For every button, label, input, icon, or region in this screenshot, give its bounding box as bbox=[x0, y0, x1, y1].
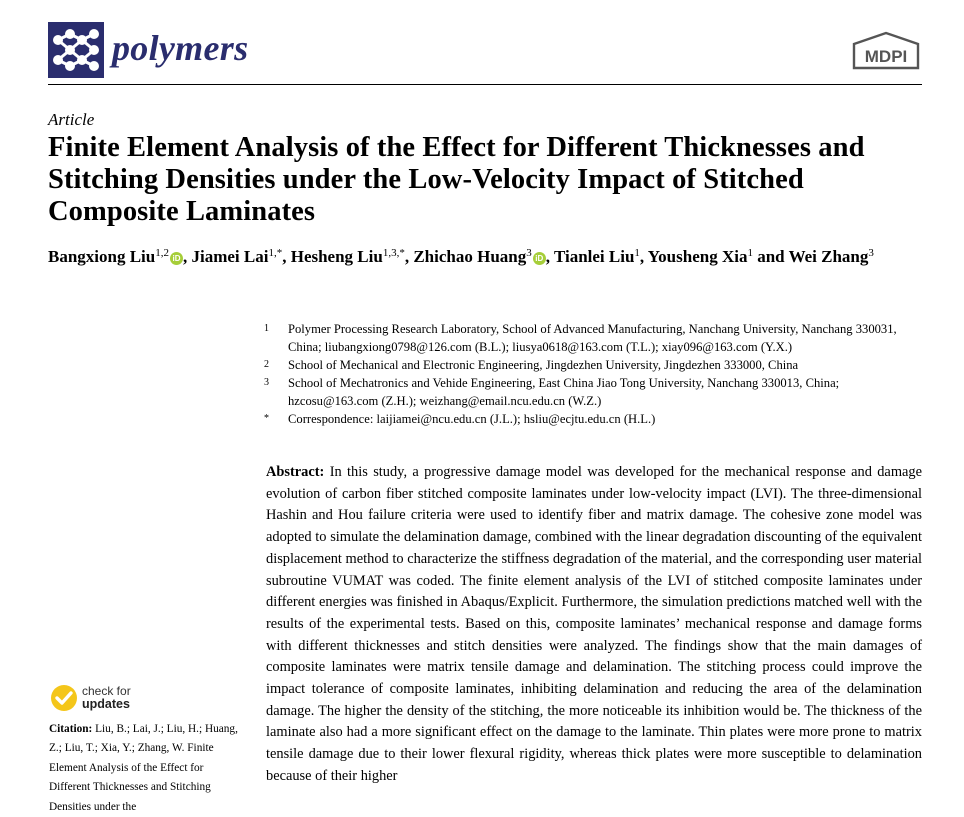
author-name[interactable]: Tianlei Liu bbox=[553, 247, 635, 266]
author-name[interactable]: Yousheng Xia bbox=[647, 247, 748, 266]
author-name[interactable]: Jiamei Lai bbox=[191, 247, 269, 266]
check-updates-text bbox=[82, 685, 131, 711]
abstract-label: Abstract: bbox=[266, 464, 325, 480]
affiliation-text: School of Mechatronics and Vehide Engineering, East China Jiao Tong University, Nanchang 330013, China; hzcosu@163.com (Z.H.); weizhang@email.ncu.edu.cn (W.Z.) bbox=[288, 376, 840, 408]
affiliation-item bbox=[264, 356, 924, 374]
journal-name: polymers bbox=[112, 28, 249, 68]
mdpi-label: MDPI bbox=[864, 47, 908, 66]
author-separator: , bbox=[282, 247, 291, 266]
affiliation-text: School of Mechanical and Electronic Engineering, Jingdezhen University, Jingdezhen 333000, China bbox=[288, 358, 799, 372]
author-separator: and bbox=[752, 247, 789, 266]
affiliation-marker: 3 bbox=[264, 377, 269, 388]
check-updates-icon bbox=[50, 684, 78, 712]
author-name[interactable]: Bangxiong Liu bbox=[48, 247, 156, 266]
author-affiliation-marker: 1 bbox=[747, 247, 753, 259]
affiliation-text: Correspondence: laijiamei@ncu.edu.cn (J.L.); hsliu@ecjtu.edu.cn (H.L.) bbox=[288, 412, 656, 426]
author-name[interactable]: Hesheng Liu bbox=[290, 247, 383, 266]
author-affiliation-marker: 3 bbox=[868, 247, 874, 259]
author-name[interactable]: Wei Zhang bbox=[788, 247, 869, 266]
check-for-updates-badge[interactable] bbox=[50, 684, 170, 714]
affiliation-marker: 1 bbox=[264, 323, 269, 334]
affiliation-text: Polymer Processing Research Laboratory, School of Advanced Manufacturing, Nanchang University, Nanchang 330031, China; liubangxiong0798@126.com (B.L.); liusya0618@163.com (T.L.); xiay096@163.com (Y.X.) bbox=[288, 322, 897, 354]
author-affiliation-marker: 1,* bbox=[268, 247, 283, 259]
check-updates-line2: updates bbox=[82, 697, 130, 711]
affiliation-marker: 2 bbox=[264, 359, 269, 370]
mdpi-logo bbox=[850, 30, 922, 74]
check-updates-line1: check for bbox=[82, 684, 131, 698]
author-affiliation-marker: 1,2 bbox=[155, 247, 169, 259]
affiliations bbox=[264, 320, 924, 428]
citation-label: Citation: bbox=[49, 723, 93, 735]
author-affiliation-marker: 1 bbox=[634, 247, 640, 259]
affiliation-item bbox=[264, 410, 924, 428]
orcid-icon[interactable]: iD bbox=[533, 252, 546, 265]
author-separator: , bbox=[404, 247, 414, 266]
affiliation-item bbox=[264, 320, 924, 356]
author-separator: , bbox=[545, 247, 554, 266]
article-type: Article bbox=[48, 110, 95, 129]
affiliation-item bbox=[264, 374, 924, 410]
citation-text: Liu, B.; Lai, J.; Liu, H.; Huang, Z.; Liu, T.; Xia, Y.; Zhang, W. Finite Element Analysis of the Effect for Different Thicknesses and Stitching Densities under the bbox=[49, 723, 238, 813]
journal-header bbox=[48, 20, 922, 84]
abstract bbox=[266, 462, 922, 788]
paper-title: Finite Element Analysis of the Effect for Different Thicknesses and Stitching Densities under the Low-Velocity Impact of Stitched Composite Laminates bbox=[48, 132, 865, 227]
orcid-icon[interactable]: iD bbox=[170, 252, 183, 265]
author-separator: , bbox=[639, 247, 648, 266]
citation bbox=[49, 720, 245, 817]
author-name[interactable]: Zhichao Huang bbox=[413, 247, 527, 266]
author-affiliation-marker: 3 bbox=[526, 247, 532, 259]
abstract-text: In this study, a progressive damage model was developed for the mechanical response and damage evolution of carbon fiber stitched composite laminates under low-velocity impact (LVI). The three-dimensional Hashin and Hou failure criteria were used to identify fiber and matrix damage. The cohesive zone model was adopted to simulate the delamination damage, combined with the linear degradation discounting of the equivalent displacement method to characterize the stiffness degradation of the material, and the corresponding user material subroutine VUMAT was coded. The finite element analysis of the LVI of stitched composite laminates under different energies was finished in Abaqus/Explicit. Furthermore, the simulation predictions matched well with the results of the experimental tests. Based on this, composite laminates’ mechanical response and damage forms with different thicknesses and stitch densities were analyzed. The findings show that the main damages of composite laminates were matrix tensile damage and delamination. The stitching process could improve the impact tolerance of composite laminates, inhibiting delamination and reducing the area of the delamination damage. The higher the density of the stitching, the more noticeable its inhibition would be. The thickness of the laminate also had a more significant effect on the damage to the laminate. Thin plates were more prone to matrix tensile damage due to their lower flexural rigidity, whereas thick plates were more susceptible to delamination because of their higher bbox=[266, 464, 922, 784]
author-list bbox=[48, 246, 918, 268]
header-divider bbox=[48, 84, 922, 85]
author-affiliation-marker: 1,3,* bbox=[382, 247, 405, 259]
author-separator: , bbox=[183, 247, 192, 266]
affiliation-marker: * bbox=[264, 413, 269, 424]
polymers-hexagon-logo-icon bbox=[48, 22, 104, 78]
